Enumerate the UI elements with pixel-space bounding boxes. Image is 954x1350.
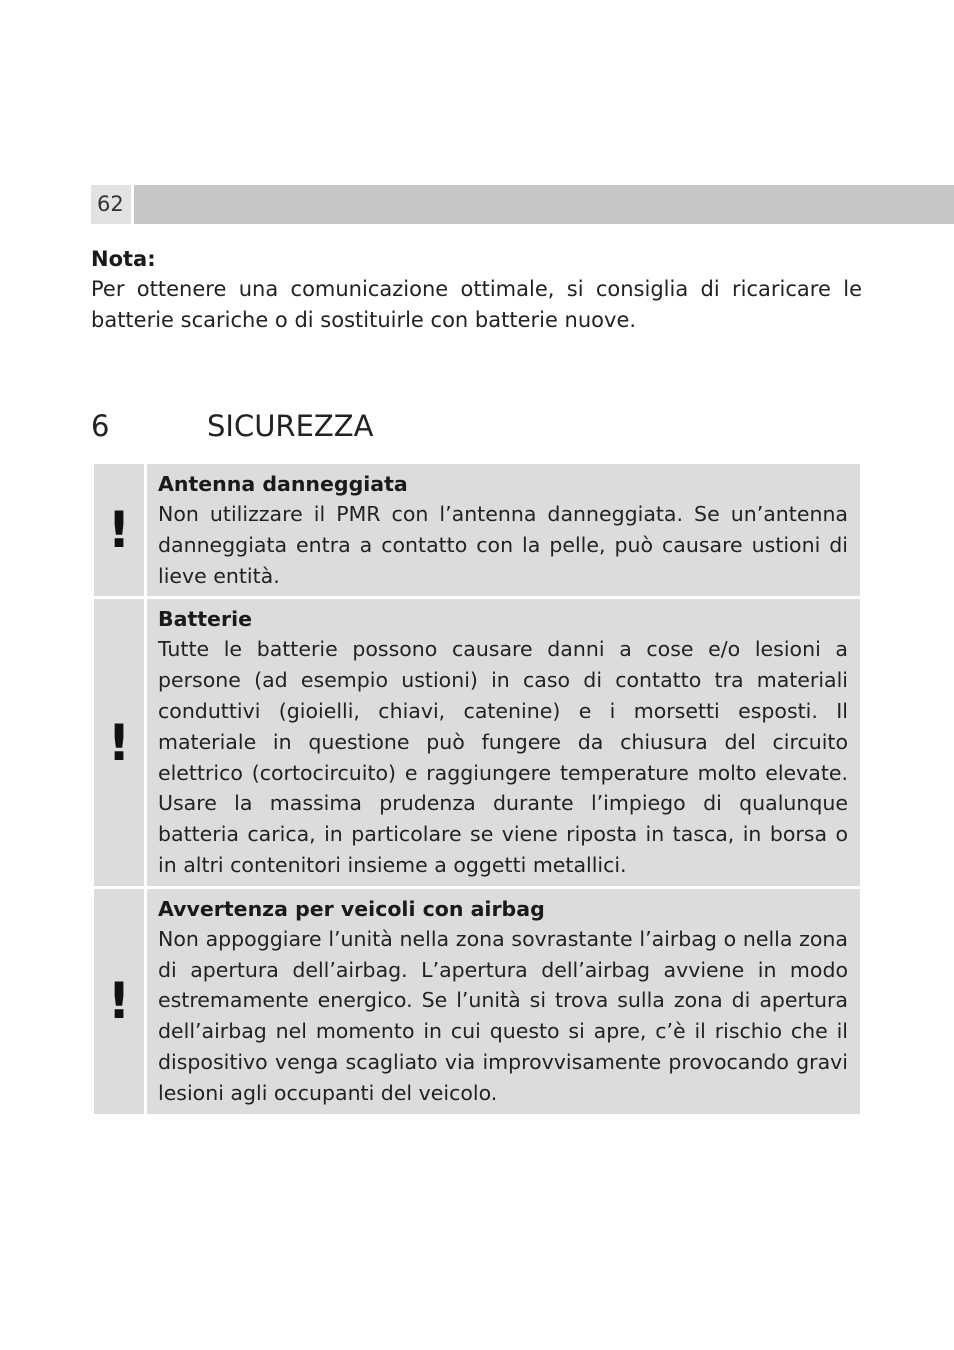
- header-fill-bar: [134, 185, 954, 224]
- warning-title: Batterie: [158, 607, 253, 632]
- page-number: 62: [91, 185, 131, 224]
- exclamation-icon: !: [94, 464, 144, 596]
- section-heading: [91, 405, 862, 447]
- section-title: SICUREZZA: [207, 409, 374, 443]
- exclamation-icon: !: [94, 599, 144, 885]
- warning-row-batteries: [94, 599, 860, 885]
- section-number: 6: [91, 409, 110, 443]
- exclamation-icon: !: [94, 889, 144, 1114]
- warning-row-airbag: [94, 889, 860, 1114]
- warning-title: Avvertenza per veicoli con airbag: [158, 896, 545, 921]
- note-text: Per ottenere una comunicazione ottimale, si consiglia di ricaricare le batterie scariche o di sostituirle con batterie nuove.: [91, 277, 862, 332]
- warning-text: Tutte le batterie possono causare danni a cose e/o lesioni a persone (ad esempio ustioni) in caso di contatto tra materiali conduttivi (gioielli, chiavi, catenine) e i morsetti esposti. Il materiale in questione può fungere da chiusura del circuito elettrico (cortocircuito) e raggiungere temperature molto elevate. Usare la massima prudenza durante l’impiego di qualunque batteria carica, in particolare se viene riposta in tasca, in borsa o in altri contenitori insieme a oggetti metallici.: [158, 637, 848, 877]
- warning-text: Non utilizzare il PMR con l’antenna danneggiata. Se un’antenna danneggiata entra a contatto con la pelle, può causare ustioni di lieve entità.: [158, 502, 848, 588]
- warning-body: [147, 464, 860, 596]
- warning-body: [147, 599, 860, 885]
- warning-title: Antenna danneggiata: [158, 472, 408, 496]
- warning-text: Non appoggiare l’unità nella zona sovrastante l’airbag o nella zona di apertura dell’airbag. L’apertura dell’airbag avviene in modo estremamente energico. Se l’unità si trova sulla zona di apertura dell’airbag nel momento in cui questo si apre, c’è il rischio che il dispositivo venga scagliato via improvvisamente provocando gravi lesioni agli occupanti del veicolo.: [158, 926, 848, 1105]
- page-header-bar: [91, 185, 954, 224]
- note-title: Nota:: [91, 247, 156, 271]
- warning-body: [147, 889, 860, 1114]
- warning-row-antenna: [94, 464, 860, 596]
- warning-table: [94, 464, 860, 1117]
- note-block: [91, 244, 862, 336]
